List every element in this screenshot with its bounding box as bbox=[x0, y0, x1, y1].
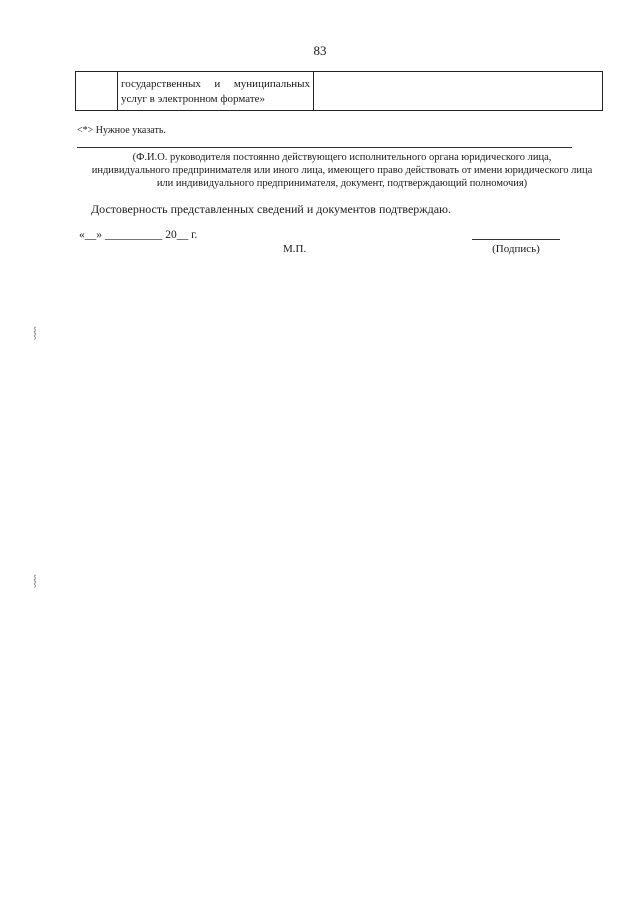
fio-caption-line-3: или индивидуального предпринимателя, документ, подтверждающий полномочия) bbox=[156, 178, 528, 189]
fio-caption-line-2: индивидуального предпринимателя или иного лица, имеющего право действовать от имени юридического лица bbox=[91, 165, 593, 176]
stamp-place-label: М.П. bbox=[283, 243, 307, 255]
service-name-line-2: услуг в электронном формате» bbox=[121, 93, 266, 105]
footnote: <*> Нужное указать. bbox=[77, 125, 166, 136]
table-cell-value bbox=[314, 72, 602, 110]
date-line: «__» __________ 20__ г. bbox=[79, 229, 198, 241]
service-name-line-1: государственных и муниципальных bbox=[121, 78, 310, 90]
page-number: 83 bbox=[313, 43, 327, 58]
table-cell-service-name bbox=[118, 72, 314, 110]
table-cell-number bbox=[76, 72, 118, 110]
fio-caption-line-1: (Ф.И.О. руководителя постоянно действующего исполнительного органа юридического лица, bbox=[132, 152, 552, 163]
confirmation-statement: Достоверность представленных сведений и документов подтверждаю. bbox=[91, 202, 451, 216]
scan-artifact-mark: ⸾ bbox=[33, 327, 37, 339]
fio-caption bbox=[77, 151, 607, 190]
fio-blank-line bbox=[77, 147, 572, 148]
scan-artifact-mark: ⸾ bbox=[33, 575, 37, 587]
table-fragment bbox=[75, 71, 603, 111]
signature-caption: (Подпись) bbox=[492, 243, 540, 255]
signature-blank-line bbox=[472, 239, 560, 240]
